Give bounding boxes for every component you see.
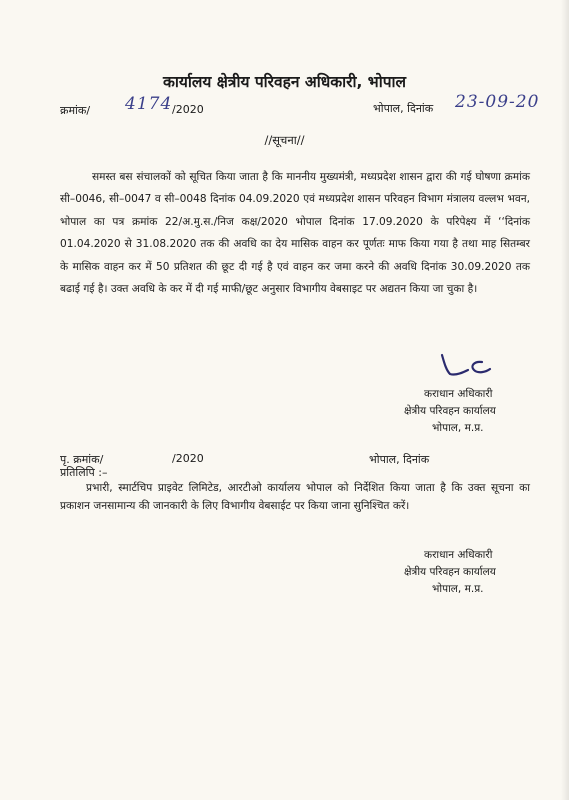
copy-body xyxy=(60,479,530,515)
endorsement-reference-year: /2020 xyxy=(172,452,204,465)
endorsement-place-date-label: भोपाल, दिनांक xyxy=(369,453,430,466)
paper-edge-shadow xyxy=(561,0,569,800)
signature-2-office: क्षेत्रीय परिवहन कार्यालय xyxy=(404,566,496,578)
office-title: कार्यालय क्षेत्रीय परिवहन अधिकारी, भोपाल xyxy=(162,73,407,91)
reference-year: /2020 xyxy=(172,103,204,116)
notice-body xyxy=(60,166,530,300)
place-date-label: भोपाल, दिनांक xyxy=(373,102,434,115)
endorsement-reference-label: पृ. क्रमांक/ xyxy=(60,453,104,466)
signature-1-place: भोपाल, म.प्र. xyxy=(432,422,484,434)
signature-2-designation: कराधान अधिकारी xyxy=(424,549,493,561)
signature-mark xyxy=(438,352,498,384)
signature-1-office: क्षेत्रीय परिवहन कार्यालय xyxy=(404,405,496,417)
signature-2-place: भोपाल, म.प्र. xyxy=(432,583,484,595)
copy-body-text: प्रभारी, स्मार्टचिप प्राइवेट लिमिटेड, आरटीओ कार्यालय भोपाल को निर्देशित किया जाता है कि उक्त सूचना का प्रकाशन जनसामान्य की जानकारी के लिए विभागीय वेबसाईट पर किया जाना सुनिश्चित करें। xyxy=(60,482,530,513)
reference-number-handwritten: 4174 xyxy=(125,94,173,114)
signature-1-designation: कराधान अधिकारी xyxy=(424,388,493,400)
copy-label: प्रतिलिपि :– xyxy=(60,466,108,479)
notice-heading: //सूचना// xyxy=(264,133,305,147)
date-handwritten: 23-09-20 xyxy=(455,92,540,112)
reference-label: क्रमांक/ xyxy=(60,104,91,117)
notice-body-text: समस्त बस संचालकों को सूचित किया जाता है कि माननीय मुख्यमंत्री, मध्यप्रदेश शासन द्वारा की गई घोषणा क्रमांक सी–0046, सी–0047 व सी–0048 दिनांक 04.09.2020 एवं मध्यप्रदेश शासन परिवहन विभाग मंत्रालय वल्लभ भवन, भोपाल का पत्र क्रमांक 22/अ.मु.स./निज कक्ष/2020 भोपाल दिनांक 17.09.2020 के परिपेक्ष्य में ‘‘दिनांक 01.04.2020 से 31.08.2020 तक की अवधि का देय मासिक वाहन कर पूर्णतः माफ किया गया है तथा माह सितम्बर के मासिक वाहन कर में 50 प्रतिशत की छूट दी गई है एवं वाहन कर जमा करने की अवधि दिनांक 30.09.2020 तक बढाई गई है। उक्त अवधि के कर में दी गई माफी/छूट अनुसार विभागीय वेबसाइट पर अद्यतन किया जा चुका है। xyxy=(60,171,530,296)
